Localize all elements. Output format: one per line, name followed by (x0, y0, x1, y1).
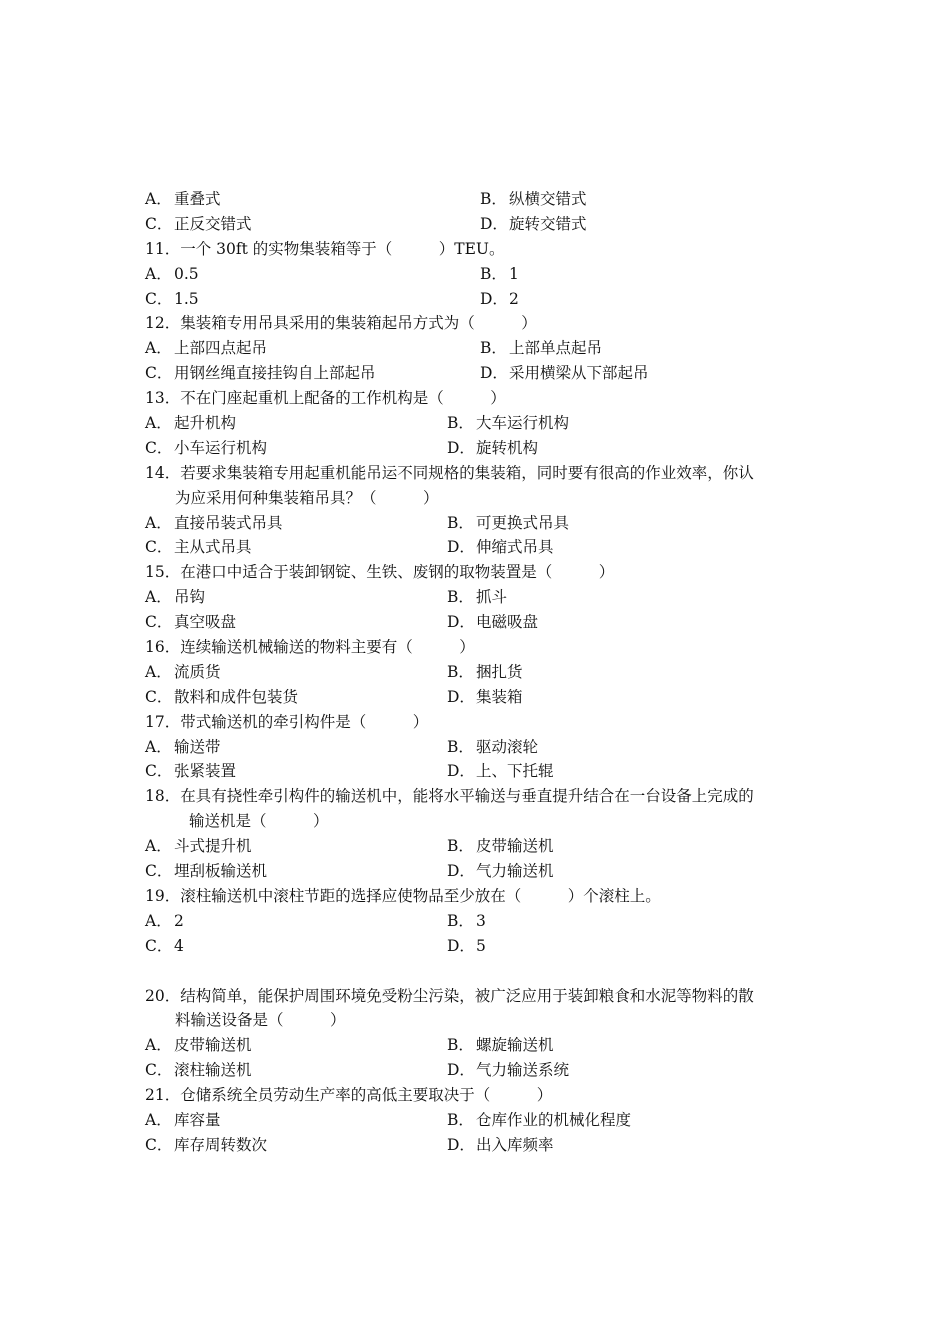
option-text: 1 (509, 264, 519, 283)
option-text: 出入库频率 (476, 1135, 554, 1154)
option-right (480, 287, 519, 312)
option-text: 直接吊装式吊具 (174, 513, 283, 532)
option-text: 散料和成件包装货 (174, 687, 299, 706)
option-text: 吊钩 (174, 588, 206, 607)
option-right (447, 1033, 554, 1058)
option-label: B． (447, 662, 474, 681)
option-text: 0.5 (174, 264, 199, 283)
option-row (145, 610, 810, 635)
option-right (447, 535, 554, 560)
option-right (447, 511, 569, 536)
option-row (145, 187, 810, 212)
option-row (145, 1058, 810, 1083)
option-right (447, 859, 554, 884)
option-text: 流质货 (174, 662, 221, 681)
option-label: B． (480, 190, 507, 208)
option-text: 大车运行机构 (476, 414, 570, 433)
option-left (145, 685, 298, 710)
question-stem-continuation: 料输送设备是（ ） (175, 1011, 346, 1030)
option-left (145, 859, 267, 884)
option-left (145, 535, 252, 560)
option-label: B． (447, 1110, 474, 1129)
option-row (145, 1108, 810, 1133)
option-right (447, 685, 523, 710)
option-label: A． (145, 339, 172, 358)
option-right (480, 262, 519, 287)
option-label: C． (145, 762, 173, 781)
option-label: A． (145, 737, 172, 756)
question-stem-continuation: 为应采用何种集装箱吊具？（ ） (175, 488, 439, 507)
option-left (145, 834, 252, 859)
option-text: 可更换式吊具 (476, 513, 570, 532)
option-text: 3 (476, 911, 486, 930)
option-left (145, 759, 236, 784)
option-row (145, 834, 810, 859)
option-right (447, 585, 507, 610)
question-stem-continuation: 输送机是（ ） (189, 812, 329, 831)
option-text: 2 (174, 911, 184, 930)
option-text: 埋刮板输送机 (174, 862, 268, 881)
option-label: A． (145, 1036, 172, 1055)
option-text: 驱动滚轮 (476, 737, 539, 756)
question-stem: 19．滚柱输送机中滚柱节距的选择应使物品至少放在（ ）个滚柱上。 (145, 886, 661, 905)
option-label: B． (447, 588, 474, 607)
option-label: B． (480, 264, 507, 283)
option-text: 气力输送系统 (476, 1061, 570, 1080)
option-label: C． (145, 214, 173, 233)
option-label: B． (447, 911, 474, 930)
option-label: C． (145, 438, 173, 457)
option-right (447, 1133, 554, 1158)
option-row (145, 660, 810, 685)
option-row (145, 1033, 810, 1058)
option-text: 集装箱 (476, 687, 523, 706)
option-label: A． (145, 911, 172, 930)
option-label: D． (447, 1135, 475, 1154)
option-label: C． (145, 538, 173, 557)
option-label: C． (145, 1135, 173, 1154)
option-text: 旋转机构 (476, 438, 539, 457)
option-right (480, 187, 587, 212)
option-text: 2 (509, 289, 519, 308)
question-stem: 21．仓储系统全员劳动生产率的高低主要取决于（ ） (145, 1086, 553, 1105)
option-label: D． (447, 1061, 475, 1080)
option-left (145, 610, 236, 635)
option-left (145, 660, 221, 685)
option-left (145, 287, 199, 312)
option-right (480, 336, 602, 361)
option-label: D． (447, 687, 475, 706)
option-left (145, 1033, 252, 1058)
option-label: A． (145, 588, 172, 607)
option-text: 5 (476, 936, 486, 955)
option-row (145, 287, 810, 312)
option-label: C． (145, 936, 173, 955)
spacer (145, 959, 810, 984)
option-text: 纵横交错式 (509, 190, 587, 208)
question-stem: 18．在具有挠性牵引构件的输送机中，能将水平输送与垂直提升结合在一台设备上完成的 (145, 787, 754, 806)
option-row (145, 685, 810, 710)
option-row (145, 262, 810, 287)
option-left (145, 212, 252, 237)
option-label: D． (447, 762, 475, 781)
question-stem: 12．集装箱专用吊具采用的集装箱起吊方式为（ ） (145, 314, 537, 333)
option-right (480, 212, 587, 237)
option-row (145, 909, 810, 934)
option-text: 抓斗 (476, 588, 508, 607)
option-label: B． (447, 414, 474, 433)
option-text: 仓库作业的机械化程度 (476, 1110, 632, 1129)
option-left (145, 336, 267, 361)
option-text: 4 (174, 936, 184, 955)
question-stem: 11．一个 30ft 的实物集装箱等于（ ）TEU。 (145, 239, 505, 258)
option-text: 滚柱输送机 (174, 1061, 252, 1080)
question-stem: 17．带式输送机的牵引构件是（ ） (145, 712, 429, 731)
option-row (145, 585, 810, 610)
option-text: 旋转交错式 (509, 214, 587, 233)
option-text: 斗式提升机 (174, 837, 252, 856)
option-label: A． (145, 1110, 172, 1129)
option-text: 输送带 (174, 737, 221, 756)
option-label: A． (145, 414, 172, 433)
option-left (145, 511, 283, 536)
option-label: C． (145, 289, 173, 308)
option-text: 小车运行机构 (174, 438, 268, 457)
option-row (145, 859, 810, 884)
option-text: 上部单点起吊 (509, 339, 603, 358)
option-label: B． (447, 737, 474, 756)
option-text: 捆扎货 (476, 662, 523, 681)
option-row (145, 535, 810, 560)
option-text: 上部四点起吊 (174, 339, 268, 358)
question-stem: 13．不在门座起重机上配备的工作机构是（ ） (145, 389, 506, 408)
option-label: C． (145, 862, 173, 881)
option-left (145, 735, 221, 760)
option-right (447, 834, 554, 859)
option-row (145, 336, 810, 361)
option-text: 电磁吸盘 (476, 613, 539, 632)
option-label: B． (447, 513, 474, 532)
option-text: 起升机构 (174, 414, 237, 433)
option-label: D． (447, 538, 475, 557)
question-stem: 15．在港口中适合于装卸钢锭、生铁、废钢的取物装置是（ ） (145, 563, 615, 582)
option-right (447, 735, 538, 760)
option-text: 皮带输送机 (174, 1036, 252, 1055)
question-stem: 14．若要求集装箱专用起重机能吊运不同规格的集装箱，同时要有很高的作业效率，你认 (145, 463, 754, 482)
option-label: C． (145, 613, 173, 632)
option-row (145, 212, 810, 237)
option-left (145, 1133, 267, 1158)
option-text: 真空吸盘 (174, 613, 237, 632)
option-text: 主从式吊具 (174, 538, 252, 557)
exam-page (145, 187, 810, 1158)
option-text: 1.5 (174, 289, 199, 308)
option-right (447, 934, 486, 959)
option-row (145, 511, 810, 536)
option-text: 库存周转数次 (174, 1135, 268, 1154)
option-label: B． (447, 837, 474, 856)
option-label: B． (480, 339, 507, 358)
option-text: 皮带输送机 (476, 837, 554, 856)
option-right (447, 411, 569, 436)
option-label: D． (447, 438, 475, 457)
option-label: C． (145, 364, 173, 383)
option-label: D． (480, 364, 508, 383)
option-row (145, 361, 810, 386)
option-left (145, 585, 205, 610)
option-left (145, 1058, 252, 1083)
option-row (145, 1133, 810, 1158)
option-text: 螺旋输送机 (476, 1036, 554, 1055)
option-label: D． (447, 936, 475, 955)
option-right (447, 610, 538, 635)
option-right (447, 436, 538, 461)
option-right (447, 909, 486, 934)
option-label: B． (447, 1036, 474, 1055)
option-left (145, 262, 199, 287)
option-text: 重叠式 (174, 190, 221, 208)
option-text: 采用横梁从下部起吊 (509, 364, 649, 383)
option-right (480, 361, 649, 386)
option-row (145, 934, 810, 959)
option-label: D． (480, 214, 508, 233)
option-text: 伸缩式吊具 (476, 538, 554, 557)
option-label: A． (145, 837, 172, 856)
option-right (447, 1108, 631, 1133)
option-label: D． (480, 289, 508, 308)
option-label: C． (145, 1061, 173, 1080)
option-text: 张紧装置 (174, 762, 237, 781)
option-label: D． (447, 862, 475, 881)
option-text: 库容量 (174, 1110, 221, 1129)
option-row (145, 436, 810, 461)
option-left (145, 361, 376, 386)
option-left (145, 411, 236, 436)
option-left (145, 436, 267, 461)
option-row (145, 759, 810, 784)
option-text: 上、下托辊 (476, 762, 554, 781)
option-label: A． (145, 513, 172, 532)
option-text: 正反交错式 (174, 214, 252, 233)
option-left (145, 187, 221, 212)
option-left (145, 909, 184, 934)
option-label: A． (145, 264, 172, 283)
option-right (447, 759, 554, 784)
option-left (145, 934, 184, 959)
option-label: C． (145, 687, 173, 706)
question-stem: 16．连续输送机械输送的物料主要有（ ） (145, 638, 475, 657)
option-label: A． (145, 662, 172, 681)
option-row (145, 735, 810, 760)
option-right (447, 1058, 569, 1083)
option-text: 用钢丝绳直接挂钩自上部起吊 (174, 364, 376, 383)
option-text: 气力输送机 (476, 862, 554, 881)
option-label: A． (145, 190, 172, 208)
option-label: D． (447, 613, 475, 632)
question-stem: 20．结构简单，能保护周围环境免受粉尘污染，被广泛应用于装卸粮食和水泥等物料的散 (145, 986, 754, 1005)
option-left (145, 1108, 221, 1133)
option-row (145, 411, 810, 436)
option-right (447, 660, 523, 685)
